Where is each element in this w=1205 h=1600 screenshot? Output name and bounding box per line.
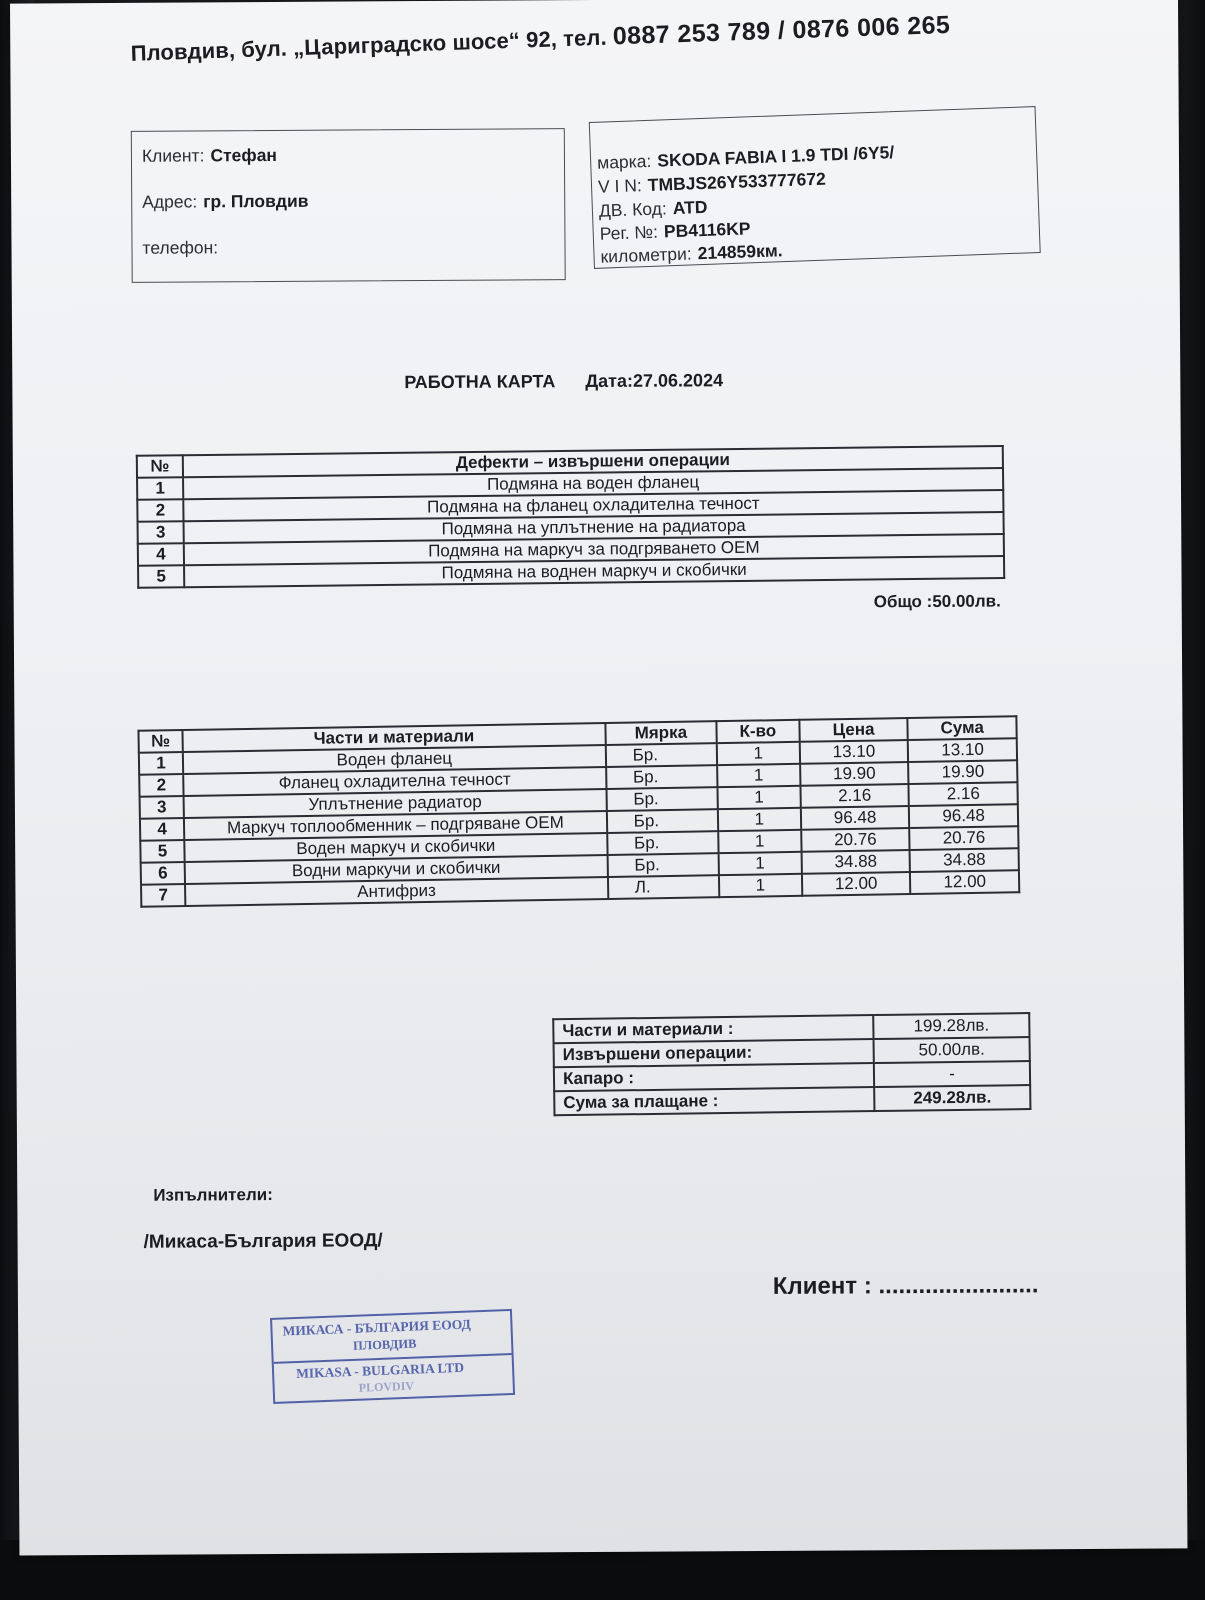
parts-col-qty: К-во (716, 720, 799, 743)
table-row: 2 Фланец охладителна течност Бр. 1 19.90 19.90 (139, 760, 1017, 797)
operations-col-no: № (137, 455, 183, 478)
parts-table (137, 715, 1020, 908)
vehicle-engine-code: ATD (672, 196, 708, 219)
vehicle-make-row: марка: SKODA FABIA I 1.9 TDI /6Y5/ (596, 142, 895, 173)
vehicle-engine-row: ДВ. Код: ATD (598, 196, 708, 221)
table-row: 5 Подмяна на воднен маркуч и скобички (138, 556, 1004, 588)
client-name: Стефан (210, 144, 278, 166)
client-name-row: Клиент: Стефан (141, 144, 278, 166)
document-title: РАБОТНА КАРТА (404, 371, 556, 393)
vehicle-vin-row: V I N: TMBJS26Y533777672 (597, 168, 827, 197)
vehicle-make: SKODA FABIA I 1.9 TDI /6Y5/ (656, 142, 895, 171)
parts-col-price: Цена (799, 718, 908, 742)
operations-table (136, 445, 1005, 589)
summary-row-parts: Части и материали : 199.28лв. (553, 1013, 1029, 1043)
stamp-line-1: МИКАСА - БЪЛГАРИЯ ЕООД (282, 1316, 472, 1339)
parts-col-unit: Мярка (605, 721, 717, 745)
parts-col-sum: Сума (908, 716, 1017, 740)
summary-row-total: Сума за плащане : 249.28лв. (554, 1085, 1030, 1115)
table-row: 4 Маркуч топлообменник – подгряване OEM Бр. 1 96.48 96.48 (140, 804, 1018, 841)
company-stamp (270, 1309, 515, 1404)
operations-total: Общо :50.00лв. (873, 591, 1001, 612)
table-row: 2 Подмяна на фланец охладителна течност (137, 490, 1003, 522)
table-row: 3 Подмяна на уплътнение на радиатора (138, 512, 1004, 544)
grand-total: 249.28лв. (874, 1085, 1030, 1111)
table-row: 3 Уплътнение радиатор Бр. 1 2.16 2.16 (140, 782, 1018, 819)
operations-col-desc: Дефекти – извършени операции (183, 446, 1003, 477)
address-text: Пловдив, бул. „Цариградско шосе“ 92, тел. (130, 24, 608, 66)
stamp-line-4: PLOVDIV (358, 1378, 415, 1395)
phone-numbers: 0887 253 789 / 0876 006 265 (612, 10, 951, 51)
work-order-sheet (10, 0, 1187, 1556)
vehicle-mileage: 214859км. (697, 240, 783, 264)
company-address (130, 11, 950, 68)
vehicle-km-row: километри: 214859км. (600, 240, 783, 267)
company-name: /Микаса-България ЕООД/ (143, 1230, 383, 1253)
client-signature-line: Клиент : ........................ (772, 1271, 1039, 1300)
stamp-line-2: ПЛОВДИВ (352, 1336, 417, 1353)
table-row: 1 Подмяна на воден фланец (137, 468, 1003, 500)
vehicle-reg-row: Рег. №: PB4116KP (599, 218, 751, 244)
summary-row-operations: Извършени операции: 50.00лв. (554, 1037, 1030, 1067)
parts-col-no: № (138, 730, 182, 753)
vehicle-info-box (589, 106, 1041, 269)
client-address-row: Адрес: гр. Пловдив (142, 190, 309, 212)
document-date: Дата:27.06.2024 (585, 370, 724, 392)
client-phone-row: телефон: (142, 237, 219, 258)
parts-col-part: Части и материали (182, 723, 605, 752)
table-row: 1 Воден фланец Бр. 1 13.10 13.10 (139, 738, 1017, 775)
vehicle-vin: TMBJS26Y533777672 (647, 168, 827, 195)
performers-label: Изпълнители: (153, 1184, 273, 1205)
client-info-box (131, 128, 566, 283)
stamp-line-3: MIKASA - BULGARIA LTD (295, 1359, 465, 1382)
table-row: 7 Антифриз Л. 1 12.00 12.00 (141, 870, 1019, 907)
vehicle-registration: PB4116KP (663, 218, 751, 242)
summary-row-deposit: Капаро : - (554, 1061, 1030, 1091)
document-heading (404, 370, 723, 393)
summary-table (552, 1012, 1031, 1116)
table-row: 6 Водни маркучи и скобички Бр. 1 34.88 34.88 (141, 848, 1019, 885)
table-row: 5 Воден маркуч и скобички Бр. 1 20.76 20.76 (140, 826, 1018, 863)
client-address: гр. Пловдив (203, 190, 309, 212)
table-row: 4 Подмяна на маркуч за подгряването OEM (138, 534, 1004, 566)
